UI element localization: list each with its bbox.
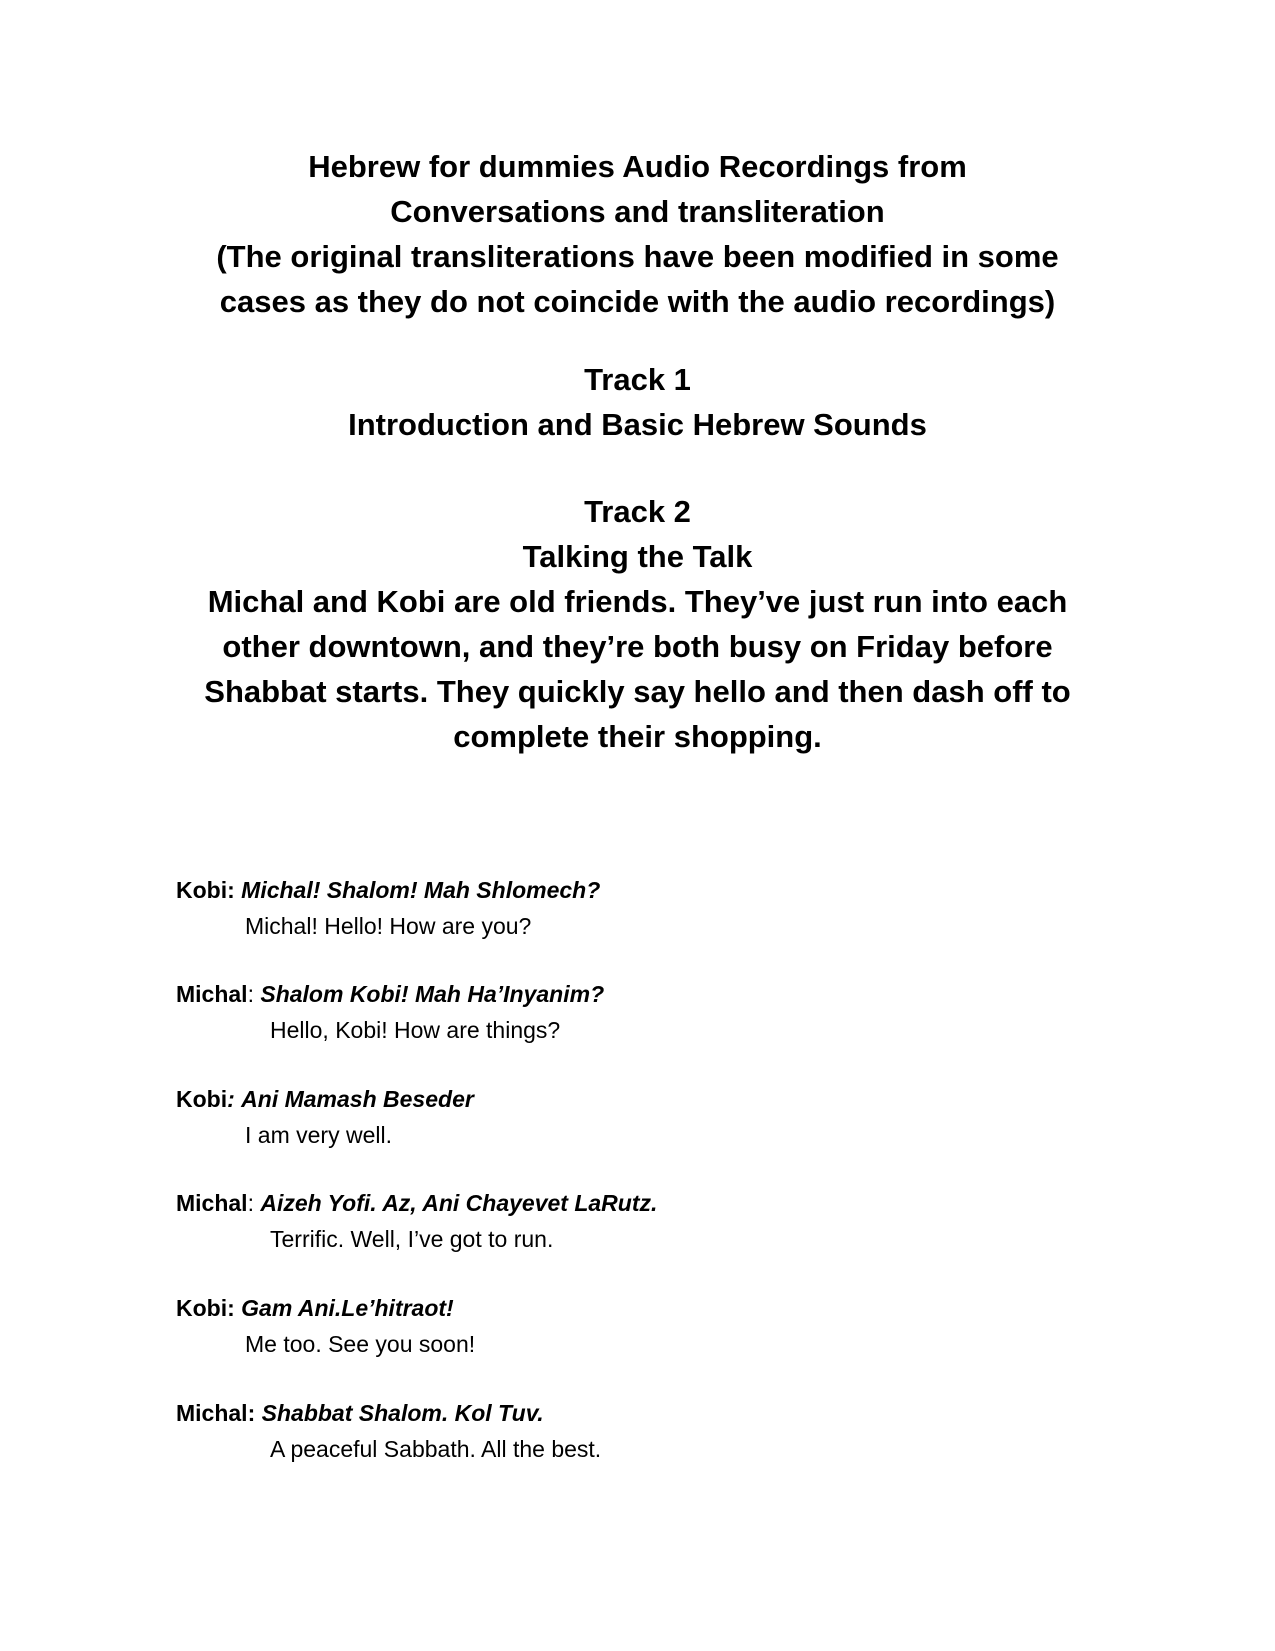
track-2-description-line: Shabbat starts. They quickly say hello and then dash off to	[204, 674, 1071, 709]
speaker-separator: :	[227, 877, 235, 903]
speaker-name: Kobi	[176, 1295, 228, 1321]
dialogue-turn	[176, 976, 604, 1048]
track-2-description-line: complete their shopping.	[453, 719, 822, 754]
english-translation: Me too. See you soon!	[245, 1331, 476, 1357]
hebrew-transliteration: Gam Ani.Le’hitraot!	[241, 1295, 454, 1321]
speaker-name: Michal	[176, 1190, 248, 1216]
speaker-name: Michal	[176, 1400, 248, 1426]
title-line: Hebrew for dummies Audio Recordings from	[308, 149, 967, 184]
dialogue-turn	[176, 1081, 474, 1153]
document-title	[150, 144, 1125, 324]
track-2-description-line: Michal and Kobi are old friends. They’ve just run into each	[207, 584, 1068, 619]
track-1-title: Track 1	[584, 362, 691, 397]
english-translation: Terrific. Well, I’ve got to run.	[270, 1226, 554, 1252]
english-translation: Hello, Kobi! How are things?	[270, 1017, 561, 1043]
title-line: Conversations and transliteration	[390, 194, 885, 229]
track-1-subtitle: Introduction and Basic Hebrew Sounds	[348, 407, 927, 442]
dialogue-turn	[176, 1185, 657, 1257]
dialogue-turn	[176, 1395, 601, 1467]
dialogue-turn	[176, 872, 600, 944]
speaker-name: Michal	[176, 981, 248, 1007]
speaker-separator: :	[247, 1190, 254, 1216]
english-translation: Michal! Hello! How are you?	[245, 913, 532, 939]
title-line: cases as they do not coincide with the audio recordings)	[219, 284, 1056, 319]
hebrew-transliteration: Shalom Kobi! Mah Ha’Inyanim?	[260, 981, 605, 1007]
track-2-section	[150, 489, 1125, 759]
speaker-separator: :	[247, 1400, 256, 1426]
speaker-separator: :	[227, 1295, 235, 1321]
hebrew-transliteration: Aizeh Yofi. Az, Ani Chayevet LaRutz.	[260, 1190, 658, 1216]
hebrew-transliteration: Shabbat Shalom. Kol Tuv.	[261, 1400, 544, 1426]
dialogue-turn	[176, 1290, 475, 1362]
track-2-description-line: other downtown, and they’re both busy on Friday before	[222, 629, 1053, 664]
hebrew-transliteration: Ani Mamash Beseder	[241, 1086, 474, 1112]
title-line: (The original transliterations have been modified in some	[216, 239, 1059, 274]
track-2-title: Track 2	[584, 494, 691, 529]
track-2-subtitle: Talking the Talk	[522, 539, 753, 574]
hebrew-transliteration: Michal! Shalom! Mah Shlomech?	[241, 877, 601, 903]
speaker-separator: :	[227, 1086, 235, 1112]
speaker-name: Kobi	[176, 1086, 228, 1112]
track-1-section	[150, 357, 1125, 447]
english-translation: A peaceful Sabbath. All the best.	[270, 1436, 602, 1462]
speaker-name: Kobi	[176, 877, 228, 903]
speaker-separator: :	[247, 981, 254, 1007]
english-translation: I am very well.	[245, 1122, 392, 1148]
